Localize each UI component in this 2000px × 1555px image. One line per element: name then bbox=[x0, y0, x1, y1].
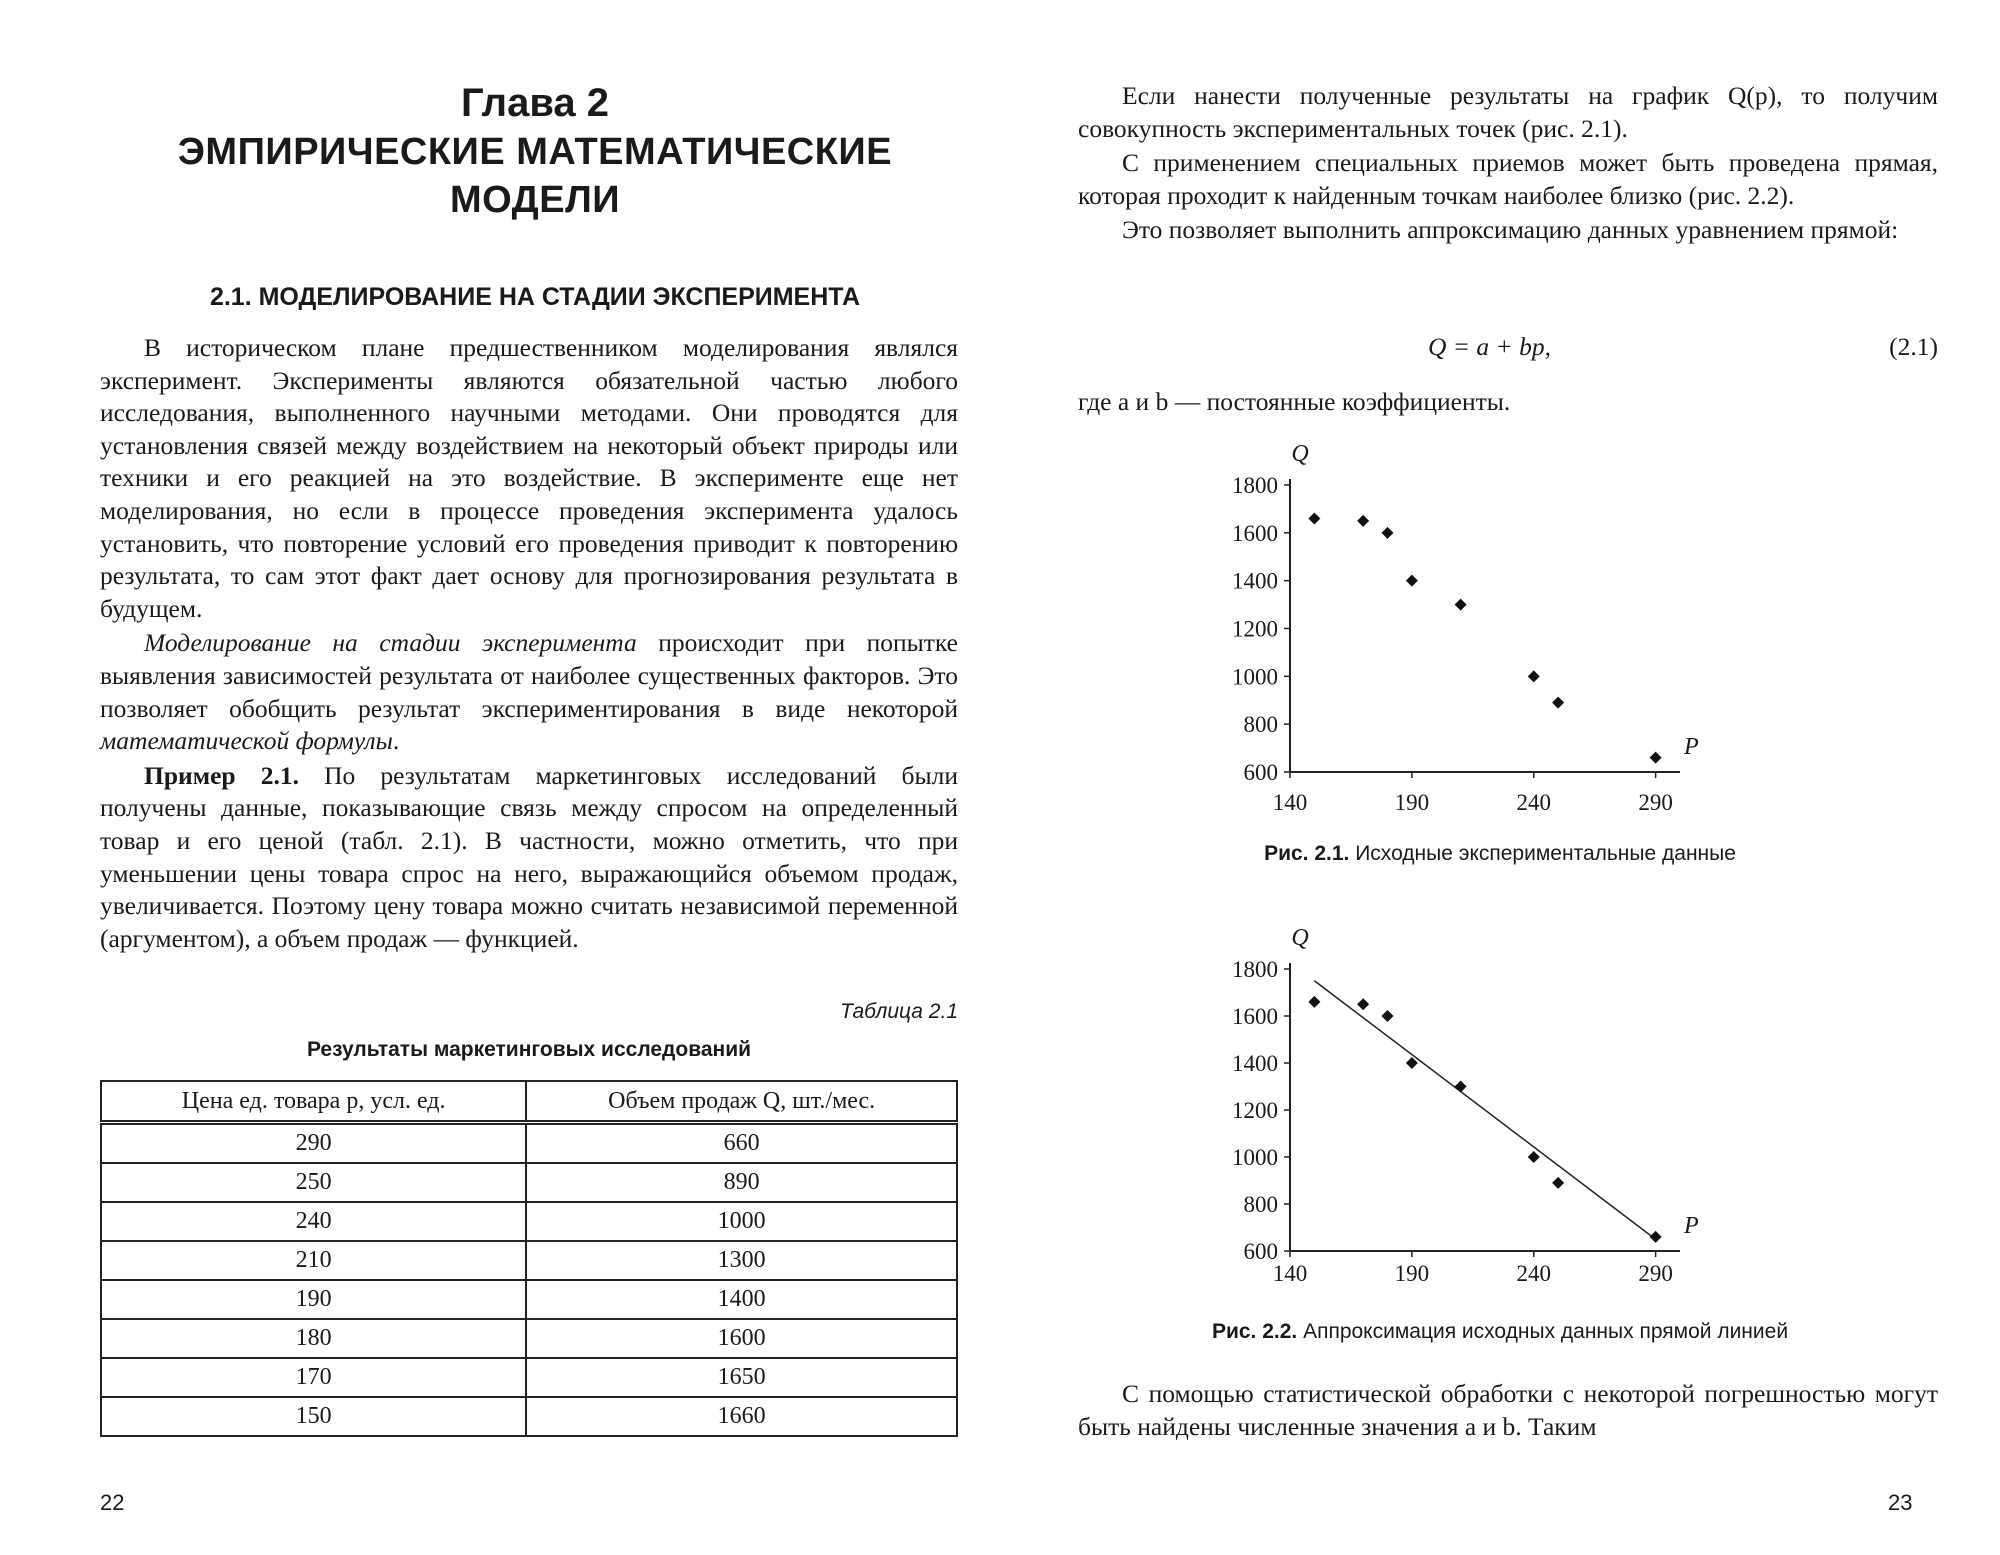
paragraph: С помощью статистической обработки с некоторой погрешностью могут быть найдены численные значения a и b. Таким bbox=[1078, 1379, 1938, 1441]
table-row bbox=[101, 1319, 957, 1358]
table-cell: 1660 bbox=[526, 1397, 957, 1436]
table-row bbox=[101, 1397, 957, 1436]
table-cell: 190 bbox=[101, 1280, 526, 1319]
section-title: 2.1. МОДЕЛИРОВАНИЕ НА СТАДИИ ЭКСПЕРИМЕНТА bbox=[209, 283, 861, 311]
y-tick-label: 1200 bbox=[1232, 616, 1278, 642]
data-point bbox=[1308, 512, 1320, 524]
table-cell: 1300 bbox=[526, 1241, 957, 1280]
paragraph-text: происходит при попытке выявления зависимостей результата от наиболее существенных факторов. Это позволяет обобщить результат экспериментирования в виде некоторой bbox=[100, 628, 958, 723]
left-body-text bbox=[100, 332, 958, 955]
figure-caption-text: Аппроксимация исходных данных прямой линией bbox=[1297, 1320, 1789, 1343]
data-point bbox=[1455, 599, 1467, 611]
data-point bbox=[1406, 1057, 1418, 1069]
table-caption: Таблица 2.1 bbox=[840, 1000, 958, 1023]
data-point bbox=[1552, 697, 1564, 709]
table-row bbox=[101, 1241, 957, 1280]
data-point bbox=[1528, 670, 1540, 682]
table-cell: 290 bbox=[101, 1123, 526, 1164]
table-cell: 660 bbox=[526, 1123, 957, 1164]
scatter-chart-fig1 bbox=[1200, 435, 1760, 830]
y-tick-label: 1400 bbox=[1232, 568, 1278, 594]
x-tick-label: 140 bbox=[1272, 1261, 1308, 1286]
table-cell: 1400 bbox=[526, 1280, 957, 1319]
y-tick-label: 1600 bbox=[1232, 1004, 1278, 1029]
table-row bbox=[101, 1280, 957, 1319]
fit-line bbox=[1314, 981, 1655, 1240]
table-cell: 890 bbox=[526, 1163, 957, 1202]
table-row bbox=[101, 1123, 957, 1164]
paragraph bbox=[100, 627, 958, 757]
right-bottom-text bbox=[1078, 1378, 1938, 1443]
data-point bbox=[1308, 996, 1320, 1008]
table-row bbox=[101, 1163, 957, 1202]
example-paragraph bbox=[100, 760, 958, 956]
table-cell: 170 bbox=[101, 1358, 526, 1397]
figure-label: Рис. 2.2. bbox=[1211, 1320, 1298, 1343]
example-text: По результатам маркетинговых исследований были получены данные, показывающие связь между спросом на определенный товар и его ценой (табл. 2.1). В частности, можно отметить, что при уменьшении цены товара спрос на него, выражающийся объемом продаж, увеличивается. Поэтому цену товара можно считать независимой переменной (аргументом), а объем продаж — функцией. bbox=[100, 760, 958, 953]
y-tick-label: 800 bbox=[1243, 712, 1278, 738]
table-row bbox=[101, 1202, 957, 1241]
table-cell: 210 bbox=[101, 1241, 526, 1280]
y-tick-label: 600 bbox=[1243, 1239, 1278, 1264]
x-tick-label: 290 bbox=[1638, 790, 1673, 815]
table-cell: 180 bbox=[101, 1319, 526, 1358]
chapter-heading bbox=[100, 80, 970, 224]
table-header: Объем продаж Q, шт./мес. bbox=[526, 1081, 957, 1123]
paragraph: Если нанести полученные результаты на график Q(p), то получим совокупность экспериментальных точек (рис. 2.1). bbox=[1078, 81, 1938, 143]
data-point bbox=[1552, 1177, 1564, 1189]
table-cell: 240 bbox=[101, 1202, 526, 1241]
data-point bbox=[1455, 1081, 1467, 1093]
paragraph-text: . bbox=[392, 726, 400, 756]
table-cell: 1000 bbox=[526, 1202, 957, 1241]
y-tick-label: 1000 bbox=[1232, 664, 1278, 690]
chapter-title: ЭМПИРИЧЕСКИЕ МАТЕМАТИЧЕСКИЕ МОДЕЛИ bbox=[177, 131, 893, 221]
y-tick-label: 1800 bbox=[1232, 473, 1278, 498]
y-tick-label: 1400 bbox=[1232, 1051, 1278, 1076]
x-axis-label: P bbox=[1684, 1213, 1699, 1239]
scatter-chart-fig2 bbox=[1200, 918, 1760, 1303]
formula-number: (2.1) bbox=[1889, 332, 1938, 361]
data-point bbox=[1382, 1010, 1394, 1022]
italic-term: Моделирование на стадии эксперимента bbox=[144, 628, 637, 658]
x-axis-label: P bbox=[1684, 734, 1699, 760]
figure-label: Рис. 2.1. bbox=[1264, 842, 1350, 865]
y-tick-label: 1000 bbox=[1232, 1145, 1278, 1170]
data-point bbox=[1357, 998, 1369, 1010]
formula: Q = a + bp, bbox=[1428, 332, 1551, 361]
y-tick-label: 600 bbox=[1243, 760, 1278, 785]
data-table bbox=[100, 1080, 958, 1437]
paragraph: Это позволяет выполнить аппроксимацию данных уравнением прямой: bbox=[1122, 215, 1899, 245]
data-point bbox=[1382, 527, 1394, 539]
italic-term: математической формулы bbox=[100, 726, 393, 756]
data-point bbox=[1357, 515, 1369, 527]
x-tick-label: 190 bbox=[1394, 1261, 1430, 1286]
x-tick-label: 240 bbox=[1516, 1261, 1551, 1286]
y-tick-label: 800 bbox=[1243, 1192, 1278, 1217]
table-cell: 150 bbox=[101, 1397, 526, 1436]
x-tick-label: 290 bbox=[1638, 1261, 1673, 1286]
x-tick-label: 190 bbox=[1394, 790, 1430, 815]
data-point bbox=[1650, 1231, 1662, 1243]
figure-caption bbox=[1000, 842, 2000, 866]
y-tick-label: 1600 bbox=[1232, 520, 1278, 546]
figure-caption-text: Исходные экспериментальные данные bbox=[1349, 842, 1736, 865]
x-tick-label: 240 bbox=[1516, 790, 1551, 815]
y-tick-label: 1800 bbox=[1232, 957, 1278, 982]
table-title: Результаты маркетинговых исследований bbox=[306, 1038, 752, 1061]
table-cell: 1650 bbox=[526, 1358, 957, 1397]
y-axis-label: Q bbox=[1291, 925, 1309, 951]
figure-caption bbox=[1000, 1320, 2000, 1344]
table-cell: 1600 bbox=[526, 1319, 957, 1358]
chapter-number: Глава 2 bbox=[460, 81, 609, 125]
data-point bbox=[1406, 575, 1418, 587]
right-body-text bbox=[1078, 80, 1938, 247]
where-text: где a и b — постоянные коэффициенты. bbox=[1078, 387, 1511, 416]
paragraph: С применением специальных приемов может быть проведена прямая, которая проходит к найденным точкам наиболее близко (рис. 2.2). bbox=[1078, 148, 1938, 210]
page-number: 22 bbox=[100, 1490, 125, 1515]
table-row bbox=[101, 1358, 957, 1397]
table-header: Цена ед. товара p, усл. ед. bbox=[101, 1081, 526, 1123]
example-label: Пример 2.1. bbox=[144, 760, 299, 790]
data-point bbox=[1528, 1151, 1540, 1163]
paragraph: В историческом плане предшественником моделирования являлся эксперимент. Эксперименты являются обязательной частью любого исследования, выполненного научными методами. Они проводятся для установления связей между воздействием на некоторый объект природы или техники и его реакцией на это воздействие. В эксперименте еще нет моделирования, но если в процессе проведения эксперимента удалось установить, что повторение условий его проведения приводит к повторению результата, то сам этот факт дает основу для прогнозирования результата в будущем. bbox=[100, 333, 958, 623]
page-number: 23 bbox=[1888, 1490, 1913, 1515]
table-cell: 250 bbox=[101, 1163, 526, 1202]
data-point bbox=[1650, 752, 1662, 764]
y-axis-label: Q bbox=[1291, 441, 1309, 467]
y-tick-label: 1200 bbox=[1232, 1098, 1278, 1123]
x-tick-label: 140 bbox=[1272, 790, 1308, 815]
